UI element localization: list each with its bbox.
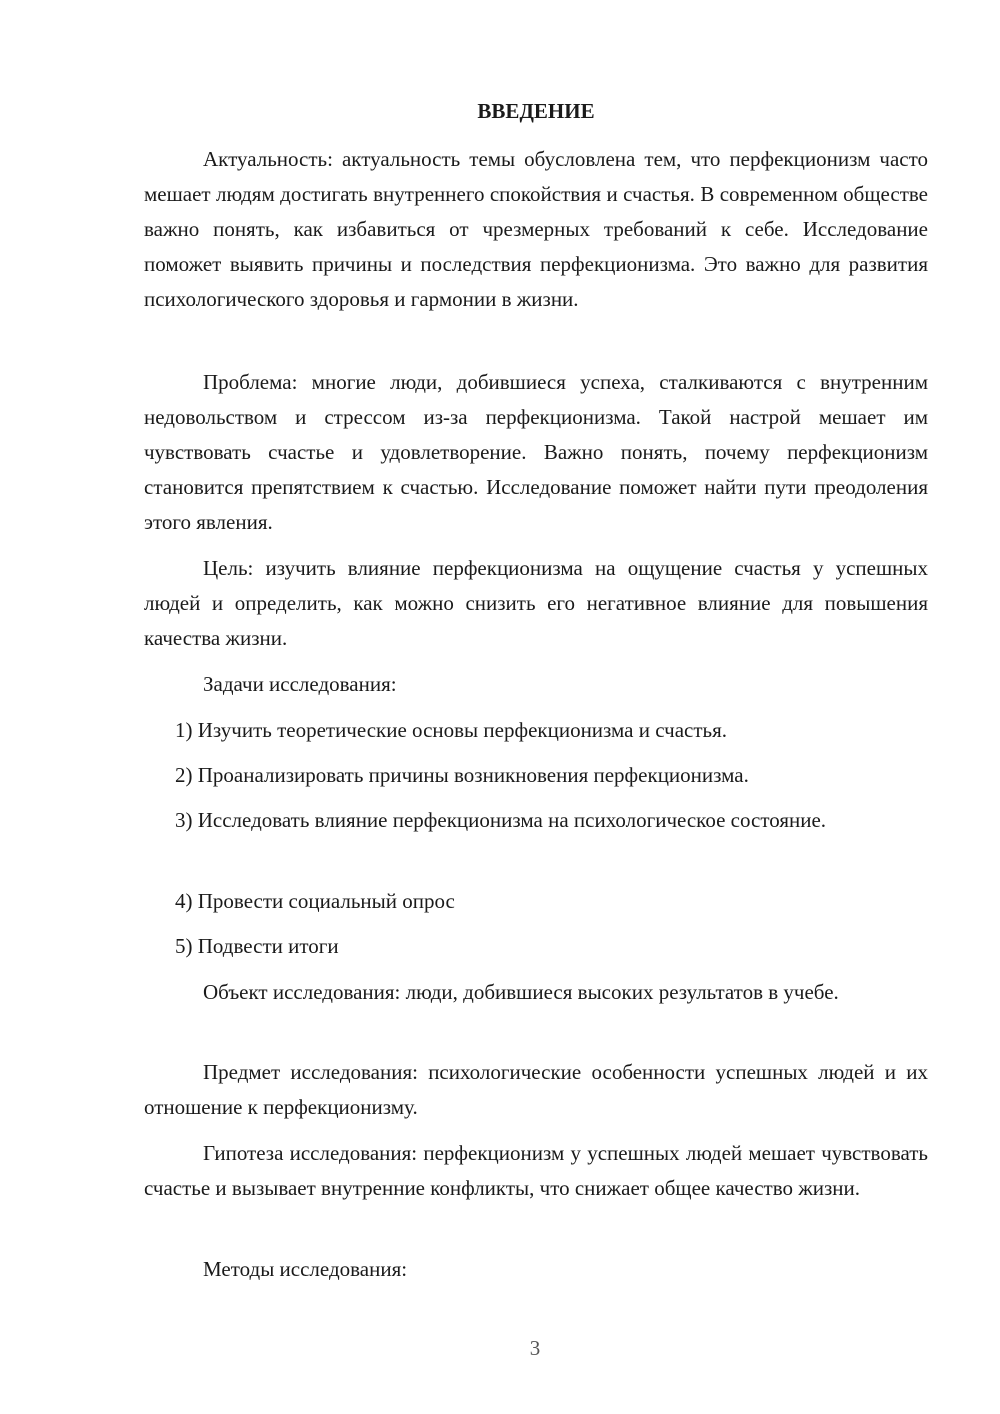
task-item-4: 4) Провести социальный опрос bbox=[175, 889, 455, 913]
page-number: 3 bbox=[529, 1336, 541, 1360]
task-item-5: 5) Подвести итоги bbox=[175, 934, 339, 958]
problem-paragraph: Проблема: многие люди, добившиеся успеха, сталкиваются с внутренним недовольством и стрессом из-за перфекционизма. Такой настрой мешает им чувствовать счастье и удовлетворение. Важно понять, почему перфекционизм становится препятствием к счастью. Исследование поможет найти пути преодоления этого явления. bbox=[144, 370, 928, 534]
subject-paragraph: Предмет исследования: психологические особенности успешных людей и их отношение к перфекционизму. bbox=[144, 1060, 928, 1119]
hypothesis-paragraph: Гипотеза исследования: перфекционизм у успешных людей мешает чувствовать счастье и вызывает внутренние конфликты, что снижает общее качество жизни. bbox=[144, 1141, 928, 1200]
task-item-1: 1) Изучить теоретические основы перфекционизма и счастья. bbox=[175, 718, 728, 742]
task-item-2: 2) Проанализировать причины возникновения перфекционизма. bbox=[175, 763, 749, 787]
tasks-heading: Задачи исследования: bbox=[203, 672, 397, 696]
object-paragraph: Объект исследования: люди, добившиеся высоких результатов в учебе. bbox=[203, 980, 839, 1004]
task-item-3: 3) Исследовать влияние перфекционизма на психологическое состояние. bbox=[175, 808, 827, 832]
goal-paragraph: Цель: изучить влияние перфекционизма на ощущение счастья у успешных людей и определить, как можно снизить его негативное влияние для повышения качества жизни. bbox=[144, 556, 928, 650]
methods-heading: Методы исследования: bbox=[203, 1257, 408, 1281]
section-heading: ВВЕДЕНИЕ bbox=[477, 99, 595, 123]
relevance-paragraph: Актуальность: актуальность темы обусловлена тем, что перфекционизм часто мешает людям достигать внутреннего спокойствия и счастья. В современном обществе важно понять, как избавиться от чрезмерных требований к себе. Исследование поможет выявить причины и последствия перфекционизма. Это важно для развития психологического здоровья и гармонии в жизни. bbox=[144, 147, 928, 311]
